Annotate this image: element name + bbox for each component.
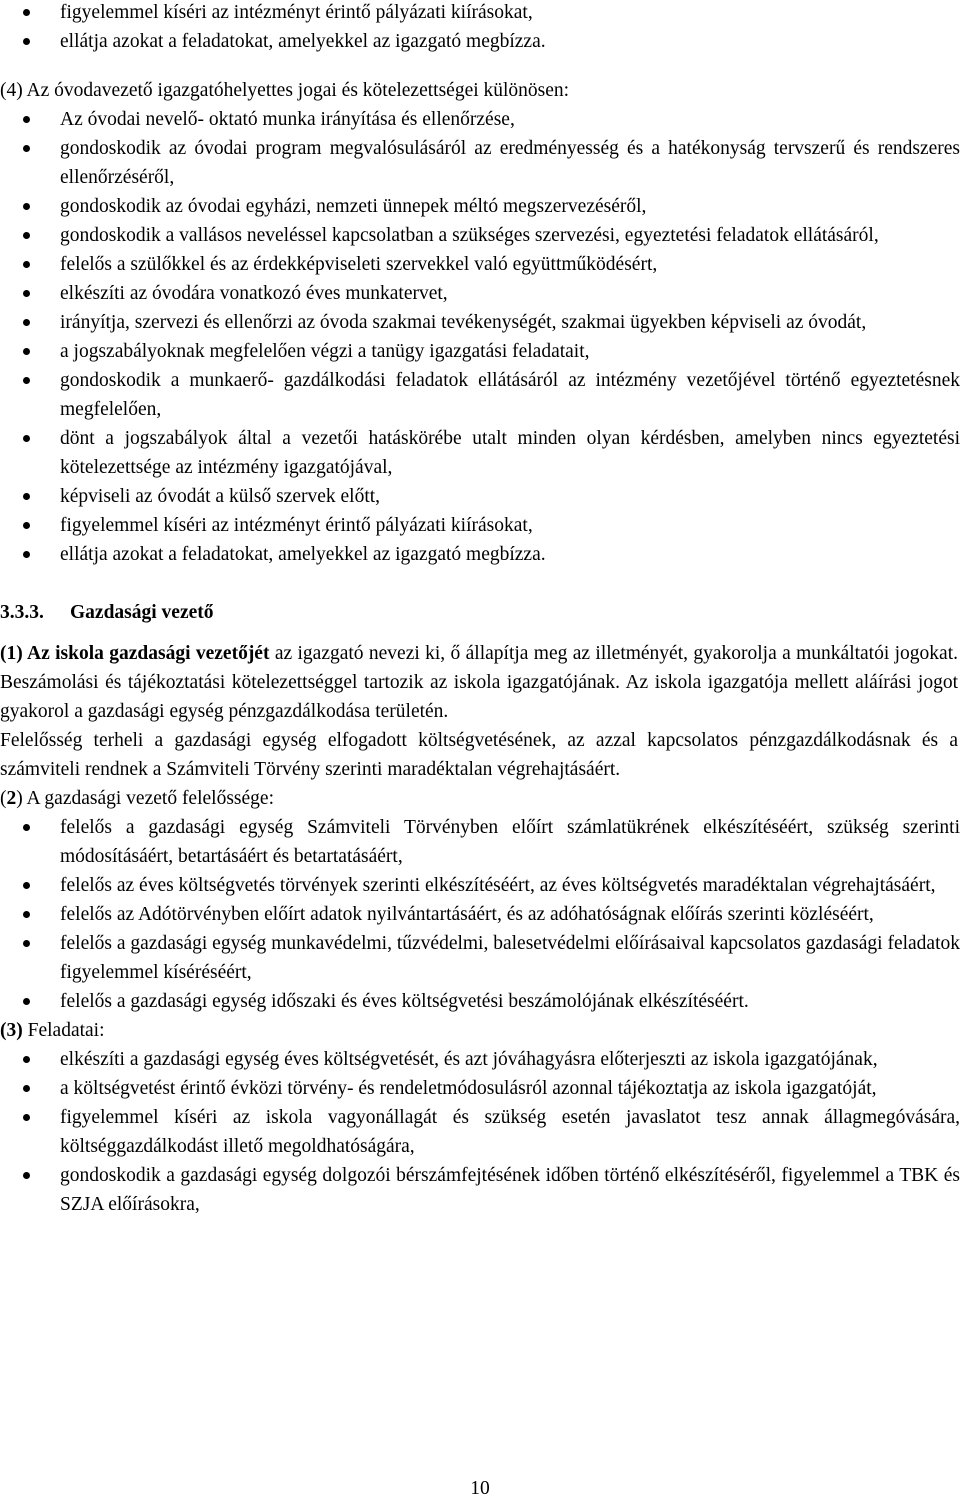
bullet-list-d — [0, 1045, 960, 1219]
list-item: felelős a gazdasági egység Számviteli Törvényben előírt számlatükrének elkészítéséért, szükség szerinti módosításáért, betartásáért és betartatásáért, — [0, 813, 960, 871]
list-item: irányítja, szervezi és ellenőrzi az óvoda szakmai tevékenységét, szakmai ügyekben képviseli az óvodát, — [0, 308, 960, 337]
list-item: Az óvodai nevelő- oktató munka irányítása és ellenőrzése, — [0, 105, 960, 134]
list-item: ellátja azokat a feladatokat, amelyekkel az igazgató megbízza. — [0, 540, 960, 569]
list-item: felelős a szülőkkel és az érdekképviseleti szervekkel való együttműködésért, — [0, 250, 960, 279]
section-title: Gazdasági vezető — [70, 602, 214, 623]
list-item: gondoskodik az óvodai egyházi, nemzeti ünnepek méltó megszervezéséről, — [0, 192, 960, 221]
list-item: ellátja azokat a feladatokat, amelyekkel az igazgató megbízza. — [0, 27, 960, 56]
list-item: dönt a jogszabályok által a vezetői hatáskörébe utalt minden olyan kérdésben, amelyben nincs egyeztetési kötelezettsége az intézmény igazgatójával, — [0, 424, 960, 482]
list-item: a költségvetést érintő évközi törvény- és rendeletmódosulásról azonnal tájékoztatja az iskola igazgatóját, — [0, 1074, 960, 1103]
list-item: gondoskodik a munkaerő- gazdálkodási feladatok ellátásáról az intézmény vezetőjével történő egyeztetésnek megfelelően, — [0, 366, 960, 424]
bullet-list-c — [0, 813, 960, 1016]
paragraph-3-heading — [0, 1016, 960, 1045]
list-item: képviseli az óvodát a külső szervek előtt, — [0, 482, 960, 511]
paragraph-4-heading: (4) Az óvodavezető igazgatóhelyettes jogai és kötelezettségei különösen: — [0, 80, 570, 101]
list-item: elkészíti az óvodára vonatkozó éves munkatervet, — [0, 279, 960, 308]
list-item: gondoskodik az óvodai program megvalósulásáról az eredményesség és a hatékonyság tervszerű és rendszeres ellenőrzéséről, — [0, 134, 960, 192]
section-heading — [0, 598, 960, 627]
paragraph-2-text: A gazdasági vezető felelőssége: — [22, 788, 274, 809]
paragraph-1-text: az igazgató nevezi ki, ő állapítja meg az illetményét, gyakorolja a munkáltatói jogokat. Beszámolási és tájékoztatási kötelezettséggel tartozik az iskola igazgatójának. Az iskola igazgatója mellett aláírási jogot gyakorol a gazdasági egység pénzgazdálkodása területén. — [0, 643, 958, 722]
paragraph-2-number: 2 — [6, 788, 17, 809]
bullet-list-b — [0, 105, 960, 569]
list-item: a jogszabályoknak megfelelően végzi a tanügy igazgatási feladatait, — [0, 337, 960, 366]
paragraph-2-heading: (2) A gazdasági vezető felelőssége: — [0, 788, 274, 809]
page-number: 10 — [470, 1478, 490, 1499]
paragraph-1-lead: (1) Az iskola gazdasági vezetőjét — [0, 643, 270, 664]
list-item: figyelemmel kíséri az iskola vagyonállagát és szükség esetén javaslatot tesz annak állagmegóvására, költséggazdálkodást illető megoldhatóságára, — [0, 1103, 960, 1161]
paragraph-responsibility: Felelősség terheli a gazdasági egység elfogadott költségvetésének, az azzal kapcsolatos pénzgazdálkodásnak és a számviteli rendnek a Számviteli Törvény szerinti maradéktalan végrehajtásáért. — [0, 730, 958, 780]
list-item: gondoskodik a vallásos neveléssel kapcsolatban a szükséges szervezési, egyeztetési feladatok ellátásáról, — [0, 221, 960, 250]
bullet-list-a — [0, 0, 960, 56]
list-item: felelős a gazdasági egység munkavédelmi, tűzvédelmi, balesetvédelmi előírásaival kapcsolatos gazdasági feladatok figyelemmel kíséréséért, — [0, 929, 960, 987]
list-item: figyelemmel kíséri az intézményt érintő pályázati kiírásokat, — [0, 511, 960, 540]
list-item: felelős a gazdasági egység időszaki és éves költségvetési beszámolójának elkészítéséért. — [0, 987, 960, 1016]
list-item: felelős az Adótörvényben előírt adatok nyilvántartásáért, és az adóhatóságnak előírás szerinti közléséért, — [0, 900, 960, 929]
list-item: felelős az éves költségvetés törvények szerinti elkészítéséért, az éves költségvetés maradéktalan végrehajtásáért, — [0, 871, 960, 900]
list-item: figyelemmel kíséri az intézményt érintő pályázati kiírásokat, — [0, 0, 960, 27]
paragraph-3-text: Feladatai: — [22, 1020, 105, 1041]
list-item: gondoskodik a gazdasági egység dolgozói bérszámfejtésének időben történő elkészítéséről, figyelemmel a TBK és SZJA előírásokra, — [0, 1161, 960, 1219]
paragraph-3-lead: (3) — [0, 1020, 23, 1041]
section-number: 3.3.3. — [0, 602, 44, 623]
paragraph-1 — [0, 639, 960, 726]
list-item: elkészíti a gazdasági egység éves költségvetését, és azt jóváhagyásra előterjeszti az iskola igazgatójának, — [0, 1045, 960, 1074]
